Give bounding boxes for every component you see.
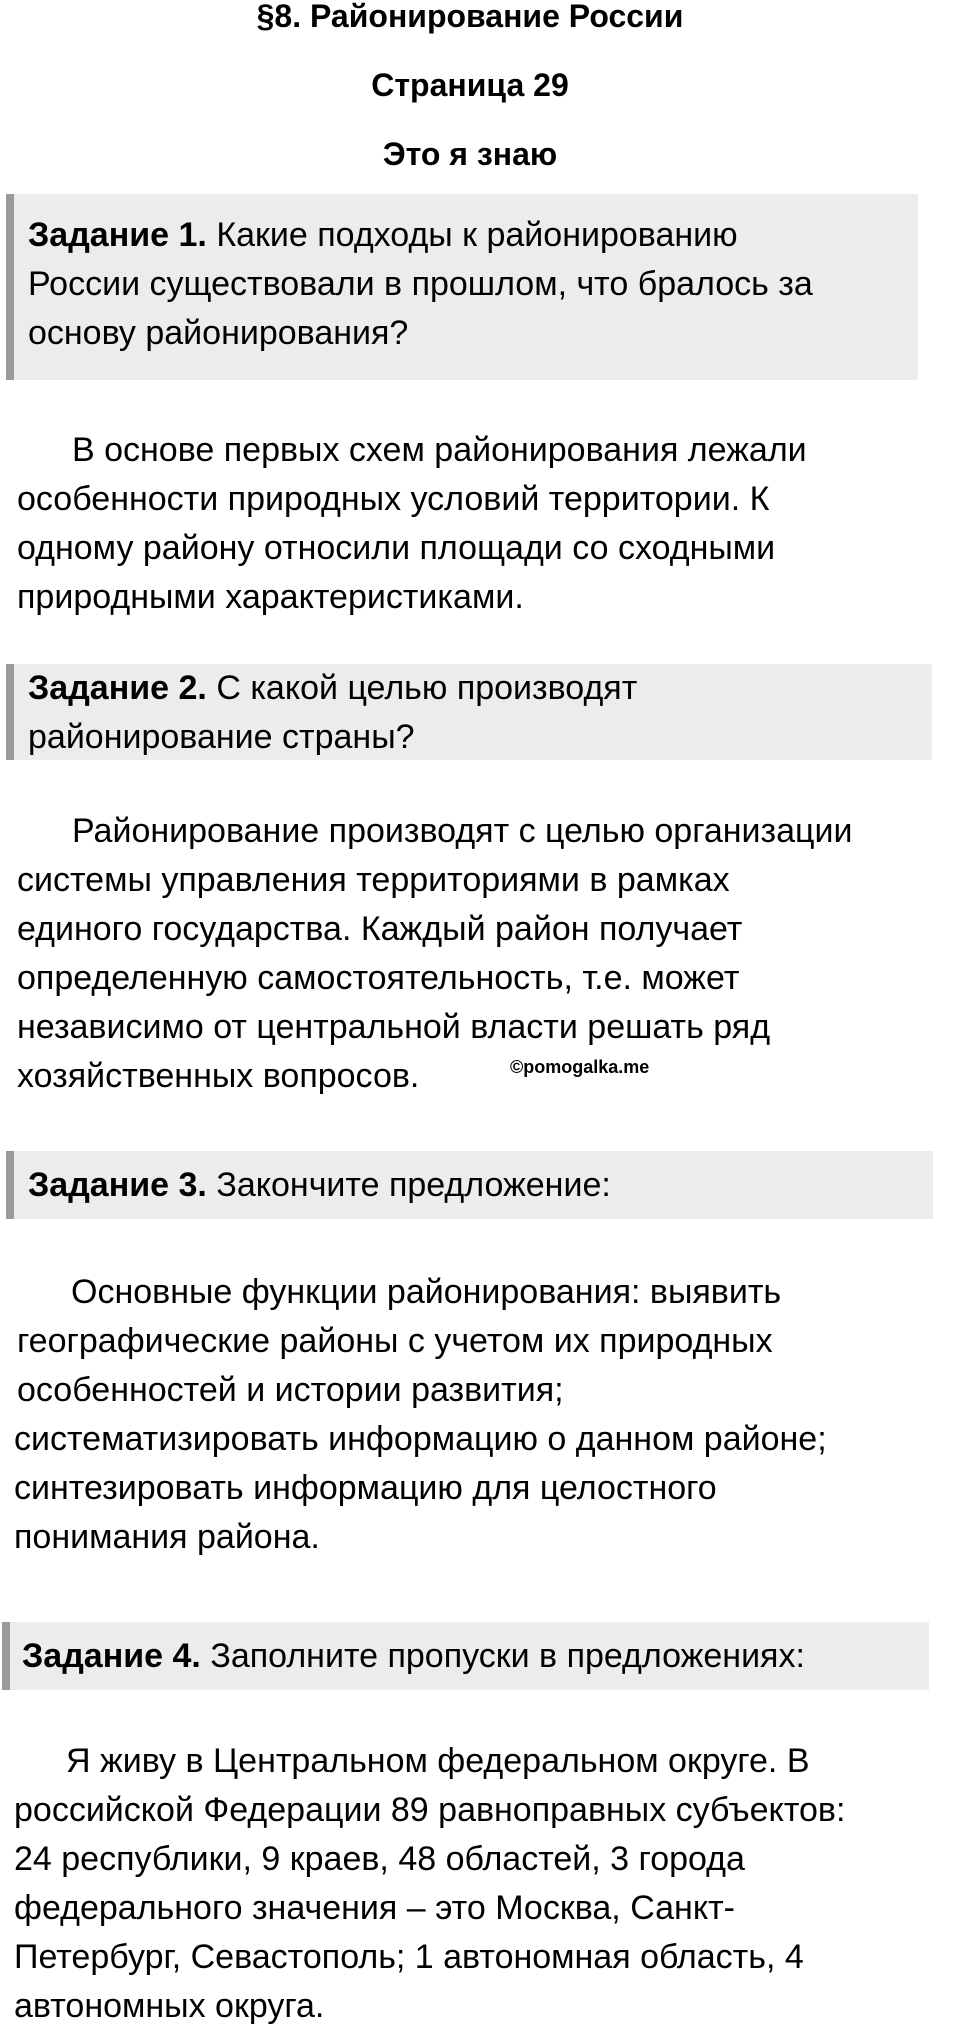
task-3-question-line: Задание 3. Закончите предложение:: [28, 1166, 611, 1204]
answer-line: независимо от центральной власти решать ряд: [17, 1008, 771, 1046]
task-2-question-line: Задание 2. С какой целью производят: [28, 669, 638, 707]
answer-line: особенностей и истории развития;: [17, 1371, 564, 1409]
answer-line: В основе первых схем районирования лежали: [72, 431, 807, 469]
answer-line: природными характеристиками.: [17, 578, 524, 616]
task-3-answer: [14, 1268, 827, 1562]
task-4-question-line: Задание 4. Заполните пропуски в предложениях:: [22, 1637, 805, 1675]
task-1-question-line: России существовали в прошлом, что бралось за: [28, 265, 813, 303]
answer-line: понимания района.: [14, 1518, 320, 1556]
answer-line: особенности природных условий территории. К: [17, 480, 770, 518]
task-4-box: [2, 1622, 929, 1690]
answer-line: определенную самостоятельность, т.е. может: [17, 959, 740, 997]
answer-line: автономных округа.: [14, 1987, 325, 2025]
answer-line: Районирование производят с целью организации: [72, 812, 853, 850]
answer-line: синтезировать информацию для целостного: [14, 1469, 717, 1507]
answer-line: систематизировать информацию о данном районе;: [14, 1420, 827, 1458]
task-3-box: [6, 1151, 933, 1219]
task-1-box: [6, 194, 918, 380]
answer-line: одному району относили площади со сходными: [17, 529, 776, 567]
answer-line: федерального значения – это Москва, Санкт-: [14, 1889, 735, 1927]
page-number: Страница 29: [371, 67, 569, 103]
answer-line: географические районы с учетом их природных: [17, 1322, 773, 1360]
task-2-answer: [17, 807, 853, 1101]
task-1-question-line: Задание 1. Какие подходы к районированию: [28, 216, 738, 254]
answer-line: хозяйственных вопросов.: [17, 1057, 420, 1095]
answer-line: Петербург, Севастополь; 1 автономная область, 4: [14, 1938, 804, 1976]
task-1-label: Задание 1.: [28, 216, 207, 254]
section-title: Это я знаю: [382, 136, 558, 172]
task-2-box: [6, 664, 932, 760]
task-2-question-line: районирование страны?: [28, 718, 415, 756]
answer-line: Я живу в Центральном федеральном округе. В: [66, 1742, 810, 1780]
watermark: ©pomogalka.me: [510, 1057, 650, 1077]
answer-line: системы управления территориями в рамках: [17, 861, 730, 899]
task-3-label: Задание 3.: [28, 1166, 207, 1204]
page-title: §8. Районирование России: [256, 0, 684, 34]
task-2-label: Задание 2.: [28, 669, 207, 707]
task-4-label: Задание 4.: [22, 1637, 201, 1675]
answer-line: российской Федерации 89 равноправных субъектов:: [14, 1791, 846, 1829]
task-1-answer: [17, 426, 807, 622]
task-1-question-line: основу районирования?: [28, 314, 409, 352]
answer-line: Основные функции районирования: выявить: [71, 1273, 782, 1311]
task-4-answer: [14, 1737, 845, 2031]
answer-line: 24 республики, 9 краев, 48 областей, 3 города: [14, 1840, 745, 1878]
answer-line: единого государства. Каждый район получает: [17, 910, 743, 948]
